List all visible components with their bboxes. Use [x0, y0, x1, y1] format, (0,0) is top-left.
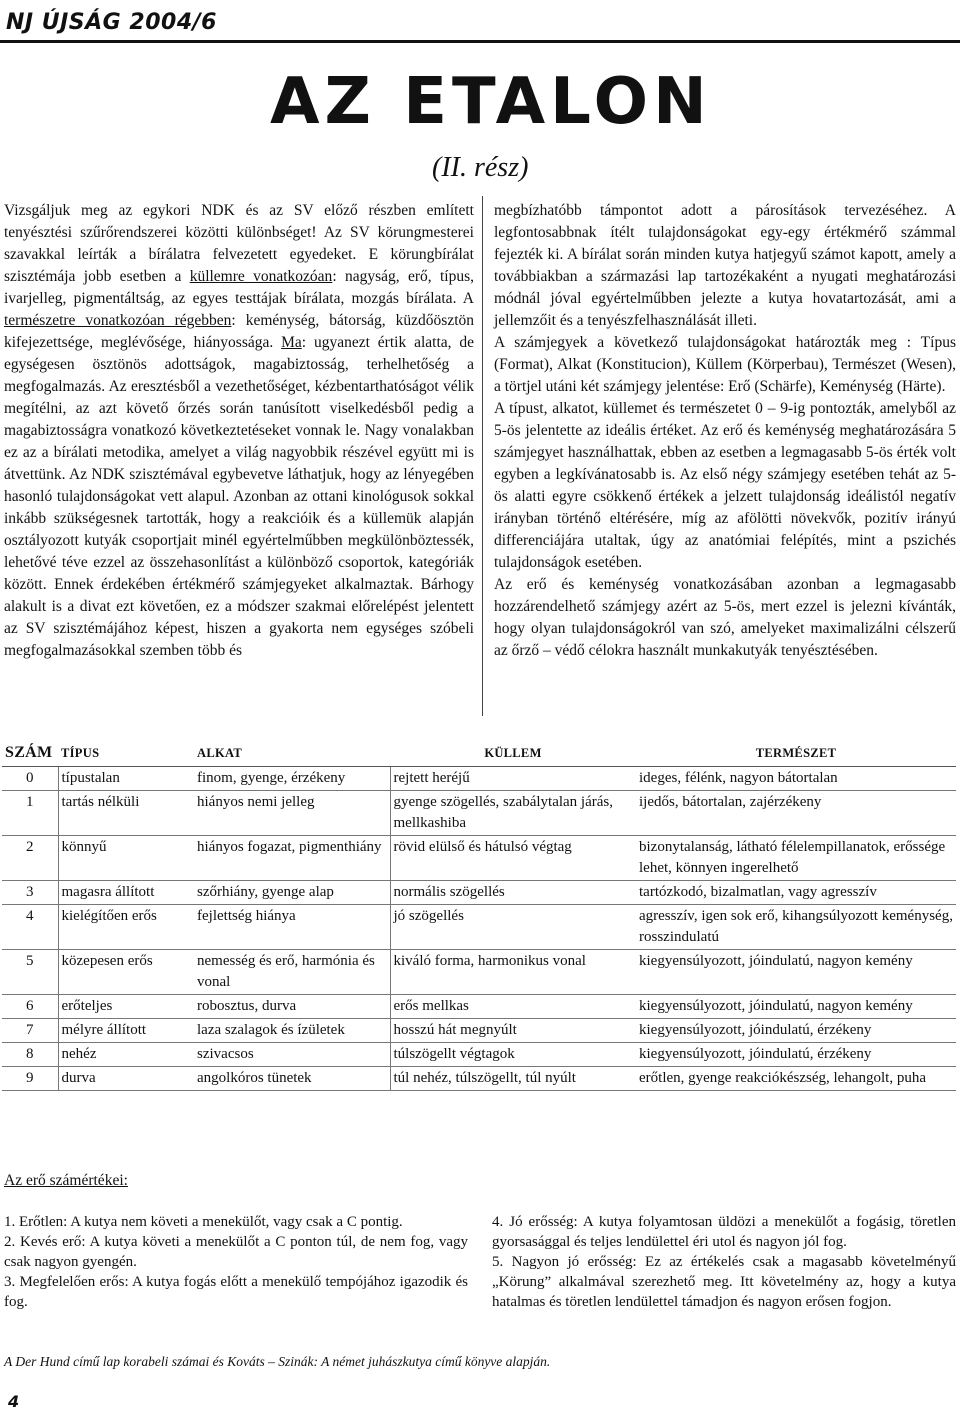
cell-kullem: jó szögellés [390, 905, 636, 950]
cell-alkat: laza szalagok és ízületek [194, 1019, 390, 1043]
cell-tipus: magasra állított [58, 881, 194, 905]
cell-kullem: normális szögellés [390, 881, 636, 905]
cell-szam: 6 [2, 995, 58, 1019]
cell-kullem: kiváló forma, harmonikus vonal [390, 950, 636, 995]
ero-item-1: 1. Erőtlen: A kutya nem követi a menekülőt, vagy csak a C pontig. [4, 1214, 403, 1230]
cell-termeszet: agresszív, igen sok erő, kihangsúlyozott keménység, rosszindulatú [636, 905, 956, 950]
underlined-term-kulem: küllemre vonatkozóan [189, 268, 333, 285]
cell-szam: 5 [2, 950, 58, 995]
cell-termeszet: erőtlen, gyenge reakciókészség, lehangolt, puha [636, 1067, 956, 1091]
cell-termeszet: kiegyensúlyozott, jóindulatú, érzékeny [636, 1043, 956, 1067]
cell-kullem: erős mellkas [390, 995, 636, 1019]
cell-alkat: hiányos fogazat, pigmenthiány [194, 836, 390, 881]
cell-tipus: típustalan [58, 767, 194, 791]
ero-definitions-left [4, 1212, 468, 1312]
cell-kullem: hosszú hát megnyúlt [390, 1019, 636, 1043]
header-termeszet: TERMÉSZET [636, 740, 956, 767]
right-paragraph-4: Az erő és keménység vonatkozásában azonban a legmagasabb hozzárendelhető számjegy azért az 5-ös, mert ezzel is jelezni kívánták, hogy olyan tulajdonságokról van szó, amelyeket maximalizálni célszerű az őrző – védő célokra használt munkakutyák tenyésztésében. [494, 576, 956, 659]
cell-szam: 8 [2, 1043, 58, 1067]
table-row [2, 905, 956, 950]
cell-kullem: rövid elülső és hátulsó végtag [390, 836, 636, 881]
table-row [2, 767, 956, 791]
right-paragraph-1: megbízhatóbb támpontot adott a párosítások tervezéséhez. A legfontosabbnak ítélt tulajdonságokat egy-egy értékmérő számmal fejezték ki. A bírálat során minden kutya hatjegyű számot kapott, amely a továbbiakban a származási lap tartozékaként a nyugati meghatározási módnál jóval egyértelműbben jelezte a kutya hovatartozását, ami a jellemzőit és a tenyészfelhasználását illeti. [494, 202, 956, 329]
ero-heading: Az erő számértékei: [4, 1172, 128, 1189]
ero-item-3: 3. Megfelelően erős: A kutya fogás előtt a menekülő tempójához igazodik és fog. [4, 1274, 468, 1310]
ero-item-5: 5. Nagyon jó erősség: Ez az értékelés csak a magasabb követelményű „Körung” alkalmával szerezhető meg. Itt követelmény az, hogy a kutya hatalmas és töretlen lendülettel támadjon és nagyon erősen fogjon. [492, 1254, 956, 1310]
cell-termeszet: bizonytalanság, látható félelempillanatok, erőssége lehet, könnyen ingerelhető [636, 836, 956, 881]
cell-alkat: hiányos nemi jelleg [194, 791, 390, 836]
table-body [2, 767, 956, 1091]
ero-item-4: 4. Jó erősség: A kutya folyamtosan üldözi a menekülőt a fogásig, töretlen gyorsasággal és teljes lendülettel éri utol és nagyon jól fog. [492, 1214, 956, 1250]
header-tipus: TÍPUS [58, 740, 194, 767]
cell-szam: 1 [2, 791, 58, 836]
cell-szam: 9 [2, 1067, 58, 1091]
left-column [4, 200, 474, 662]
cell-alkat: angolkóros tünetek [194, 1067, 390, 1091]
cell-alkat: szőrhiány, gyenge alap [194, 881, 390, 905]
cell-alkat: fejlettség hiánya [194, 905, 390, 950]
cell-alkat: nemesség és erő, harmónia és vonal [194, 950, 390, 995]
cell-termeszet: ijedős, bátortalan, zajérzékeny [636, 791, 956, 836]
cell-tipus: könnyű [58, 836, 194, 881]
cell-alkat: robosztus, durva [194, 995, 390, 1019]
magazine-title: NJ ÚJSÁG 2004/6 [6, 10, 217, 35]
page-header [0, 0, 960, 42]
table-row [2, 1043, 956, 1067]
cell-tipus: nehéz [58, 1043, 194, 1067]
cell-tipus: kielégítően erős [58, 905, 194, 950]
cell-szam: 0 [2, 767, 58, 791]
cell-kullem: túlszögellt végtagok [390, 1043, 636, 1067]
table-row [2, 836, 956, 881]
article-subtitle: (II. rész) [432, 152, 529, 183]
cell-tipus: tartás nélküli [58, 791, 194, 836]
table-row [2, 791, 956, 836]
right-column [494, 200, 956, 662]
footnote: A Der Hund című lap korabeli számai és Kováts – Szinák: A német juhászkutya című könyve alapján. [4, 1354, 551, 1369]
cell-termeszet: kiegyensúlyozott, jóindulatú, nagyon kemény [636, 950, 956, 995]
cell-szam: 2 [2, 836, 58, 881]
article-title: AZ ETALON [270, 65, 712, 139]
cell-tipus: durva [58, 1067, 194, 1091]
cell-kullem: túl nehéz, túlszögellt, túl nyúlt [390, 1067, 636, 1091]
header-szam: SZÁM [2, 740, 58, 767]
cell-termeszet: kiegyensúlyozott, jóindulatú, érzékeny [636, 1019, 956, 1043]
cell-termeszet: kiegyensúlyozott, jóindulatú, nagyon kemény [636, 995, 956, 1019]
table-row [2, 995, 956, 1019]
cell-tipus: közepesen erős [58, 950, 194, 995]
cell-termeszet: ideges, félénk, nagyon bátortalan [636, 767, 956, 791]
table-row [2, 1067, 956, 1091]
value-table [2, 740, 956, 1091]
cell-szam: 7 [2, 1019, 58, 1043]
right-paragraph-3: A típust, alkatot, küllemet és természetet 0 – 9-ig pontozták, amelyből az 5-ös jelentette az ideális értéket. Az erő és keménység meghatározására 5 számjegyet használhattak, ebben az esetben a legmagasabb 5-ös érték volt egyben a legkívánatosabb is. Az első négy számjegy esetében tehát az 5-ös alatti egyre csökkenő értékek a jelzett tulajdonság ideálistól negatív irányban történő eltérésére, míg az afölötti növekvők, pozitív irányú differenciájára utaltak, úgy az anatómiai felépítés, mint a pszichés tulajdonságok esetében. [494, 400, 956, 571]
header-alkat: ALKAT [194, 740, 390, 767]
cell-tipus: erőteljes [58, 995, 194, 1019]
table-row [2, 1019, 956, 1043]
column-divider [482, 196, 483, 716]
left-paragraph: Vizsgáljuk meg az egykori NDK és az SV előző részben említett tenyésztési szűrőrendszerei közötti különbséget! Az SV körungmesterei szavakkal leírták a bírálatra felvezetett egyedeket. E körungbírálat szisztémája jobb esetben a küllemre vonatkozóan: nagyság, erő, típus, ivarjelleg, pigmentáltság, az egyes testtájak bírálata, mozgás bírálata. A természetre vonatkozóan régebben: keménység, bátorság, küzdőösztön kifejezettsége, meglévősége, hiányossága. Ma: ugyanezt értik alatta, de egységesen ösztönös adottságok, magabiztosság, terhelhetőség a megfogalmazás. Az eresztésből a vezethetőséget, kézbentarthatóságot vélik megítélni, az azt követő őrzés során tanúsított viselkedésből pedig a magabiztosságra vonatkozó következtetéseket vonnak le. Nagy vonalakban ez az a bírálati metodika, amelyet a világ nagyobbik részével együtt mi is átvettünk. Az NDK szisztémával egybevetve láthatjuk, hogy az lényegében hasonló tulajdonságokat vett alapul. Azonban az ottani kinológusok sokkal inkább szükségesnek tartották, hogy a reakcióik és a küllemük alapján osztályozott kutyák csoportjait minél egyértelműbben megkülönböztessék, lehetővé téve ezzel az összehasonlítást a különböző csoportok, kategóriák között. Ennek érdekében értékmérő számjegyeket alkalmaztak. Bárhogy alakult is a divat ezt követően, ez a módszer szakmai előrelépést jelentett az SV szisztémájához képest, hiszen a gyakorta nem egységes szóbeli megfogalmazásokkal szemben több és [4, 202, 475, 659]
page-number: 4 [8, 1392, 20, 1411]
right-paragraph-2: A számjegyek a következő tulajdonságokat határozták meg : Típus (Format), Alkat (Konstitucion), Küllem (Körperbau), Természet (Wesen), a törtjel utáni két számjegy jelentése: Erő (Schärfe), Keménység (Härte). [494, 334, 956, 395]
header-rule [0, 40, 960, 43]
ero-definitions-right [492, 1212, 956, 1312]
cell-szam: 3 [2, 881, 58, 905]
cell-kullem: gyenge szögellés, szabálytalan járás, mellkashiba [390, 791, 636, 836]
cell-termeszet: tartózkodó, bizalmatlan, vagy agresszív [636, 881, 956, 905]
header-kullem: KÜLLEM [390, 740, 636, 767]
table-row [2, 881, 956, 905]
cell-szam: 4 [2, 905, 58, 950]
underlined-term-ma: Ma [281, 334, 302, 351]
table-header-row [2, 740, 956, 767]
ero-item-2: 2. Kevés erő: A kutya követi a menekülőt a C ponton túl, de nem fog, vagy csak nagyon gyengén. [4, 1234, 468, 1270]
cell-alkat: szivacsos [194, 1043, 390, 1067]
cell-alkat: finom, gyenge, érzékeny [194, 767, 390, 791]
cell-kullem: rejtett heréjű [390, 767, 636, 791]
underlined-term-termeszet: természetre vonatkozóan régebben [4, 312, 232, 329]
cell-tipus: mélyre állított [58, 1019, 194, 1043]
table-row [2, 950, 956, 995]
